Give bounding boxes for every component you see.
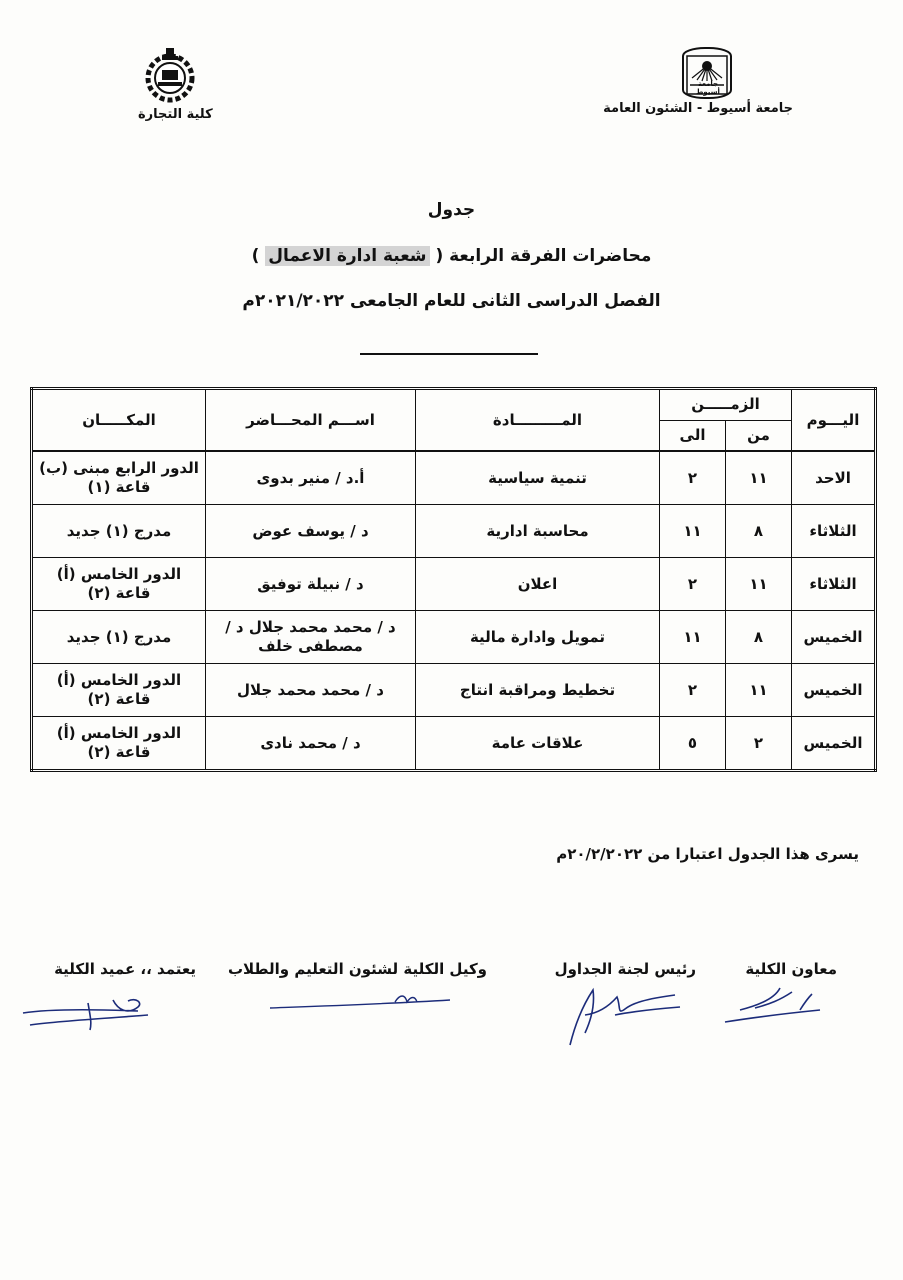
signature-scribble-assistant: [720, 980, 830, 1030]
cell-to: ٢: [660, 558, 726, 611]
cell-lecturer: د / محمد محمد جلال د / مصطفى خلف: [206, 611, 416, 664]
header-from: من: [726, 420, 792, 451]
header-time: الزمـــــن: [660, 389, 792, 421]
cell-lecturer: د / محمد نادى: [206, 717, 416, 771]
cell-from: ٨: [726, 611, 792, 664]
cell-subject: تمويل وادارة مالية: [416, 611, 660, 664]
table-row: [32, 664, 876, 717]
document-title: جدول: [427, 200, 476, 220]
cell-to: ٢: [660, 664, 726, 717]
cell-day: الاحد: [792, 451, 876, 505]
cell-lecturer: د / نبيلة توفيق: [206, 558, 416, 611]
signature-title-committee-head: رئيس لجنة الجداول: [554, 960, 696, 978]
cell-place: مدرج (١) جديد: [32, 611, 206, 664]
header-to: الى: [660, 420, 726, 451]
signature-scribble-dean: [18, 985, 158, 1035]
cell-day: الثلاثاء: [792, 505, 876, 558]
university-logo: [680, 46, 734, 100]
cell-subject: اعلان: [416, 558, 660, 611]
cell-day: الخميس: [792, 664, 876, 717]
cell-subject: تنمية سياسية: [416, 451, 660, 505]
table-row: [32, 505, 876, 558]
document-subtitle: [0, 246, 903, 266]
header-subject: المـــــــــادة: [416, 389, 660, 452]
semester-line: الفصل الدراسى الثانى للعام الجامعى ٢٠٢١/٢٠٢٢م: [242, 291, 661, 311]
faculty-logo: [138, 44, 202, 106]
header-lecturer: اســـم المحـــاضر: [206, 389, 416, 452]
subtitle-suffix: ): [251, 246, 260, 266]
table-row: [32, 717, 876, 771]
faculty-name: كلية التجارة: [138, 107, 213, 122]
cell-to: ٥: [660, 717, 726, 771]
cell-subject: علاقات عامة: [416, 717, 660, 771]
signature-title-vice-dean: وكيل الكلية لشئون التعليم والطلاب: [227, 960, 487, 978]
subtitle-prefix: محاضرات الفرقة الرابعة (: [435, 246, 652, 266]
cell-to: ١١: [660, 611, 726, 664]
cell-day: الخميس: [792, 611, 876, 664]
table-row: [32, 451, 876, 505]
cell-place: الدور الرابع مبنى (ب) قاعة (١): [32, 451, 206, 505]
cell-from: ١١: [726, 451, 792, 505]
university-logo-text: جامعة أسيوط: [696, 80, 720, 96]
cell-lecturer: أ.د / منير بدوى: [206, 451, 416, 505]
title-underline: [360, 353, 538, 355]
signature-title-dean: يعتمد ،، عميد الكلية: [54, 960, 196, 978]
cell-from: ٢: [726, 717, 792, 771]
cell-day: الثلاثاء: [792, 558, 876, 611]
cell-place: الدور الخامس (أ) قاعة (٢): [32, 558, 206, 611]
cell-to: ٢: [660, 451, 726, 505]
cell-lecturer: د / محمد محمد جلال: [206, 664, 416, 717]
cell-day: الخميس: [792, 717, 876, 771]
signature-scribble-committee-head: [555, 975, 685, 1050]
cell-lecturer: د / يوسف عوض: [206, 505, 416, 558]
cell-from: ٨: [726, 505, 792, 558]
signature-scribble-vice-dean: [265, 988, 455, 1016]
cell-place: مدرج (١) جديد: [32, 505, 206, 558]
signature-title-assistant: معاون الكلية: [745, 960, 837, 978]
table-row: [32, 558, 876, 611]
cell-subject: تخطيط ومراقبة انتاج: [416, 664, 660, 717]
table-row: [32, 611, 876, 664]
university-name: جامعة أسيوط - الشئون العامة: [603, 101, 793, 116]
cell-to: ١١: [660, 505, 726, 558]
cell-place: الدور الخامس (أ) قاعة (٢): [32, 717, 206, 771]
effective-date-note: يسرى هذا الجدول اعتبارا من ٢٠/٢/٢٠٢٢م: [556, 845, 859, 863]
cell-subject: محاسبة ادارية: [416, 505, 660, 558]
header-day: اليـــوم: [792, 389, 876, 452]
cell-from: ١١: [726, 558, 792, 611]
cell-from: ١١: [726, 664, 792, 717]
subtitle-highlight: شعبة ادارة الاعمال: [265, 246, 429, 266]
schedule-table: [30, 387, 877, 772]
header-place: المكـــــان: [32, 389, 206, 452]
cell-place: الدور الخامس (أ) قاعة (٢): [32, 664, 206, 717]
